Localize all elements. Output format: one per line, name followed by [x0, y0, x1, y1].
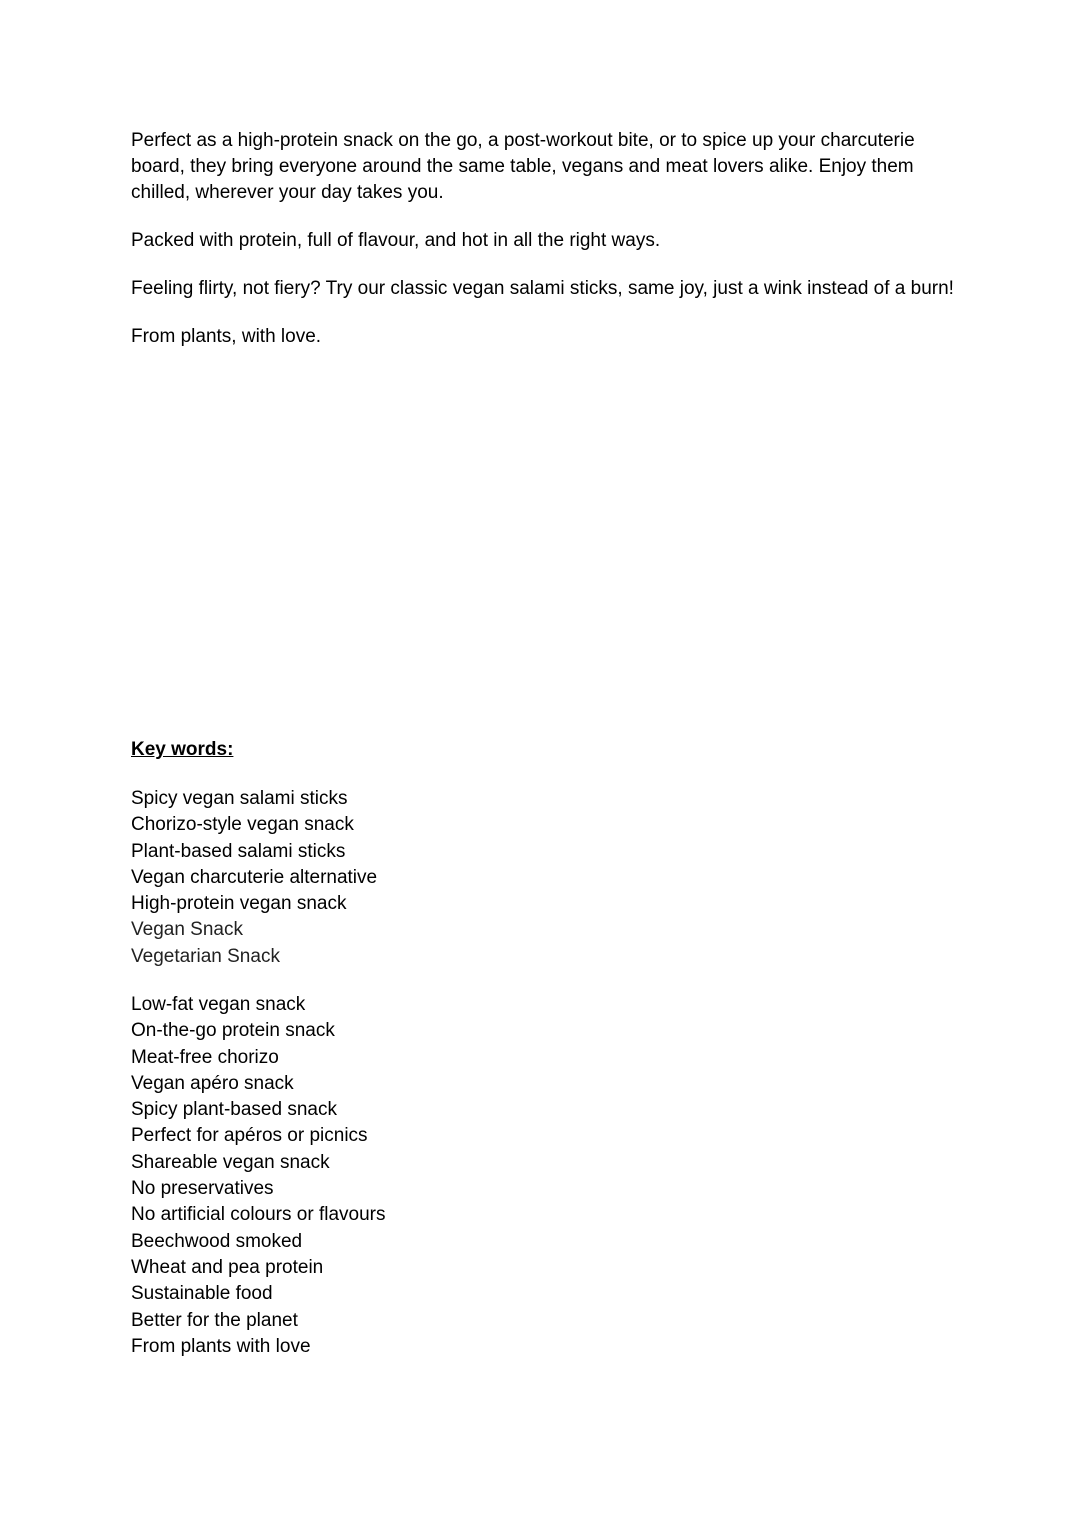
keyword-item: No preservatives: [131, 1178, 274, 1200]
keywords-group-1: [131, 786, 377, 970]
keyword-item: Perfect for apéros or picnics: [131, 1125, 368, 1147]
keyword-item: Beechwood smoked: [131, 1230, 303, 1252]
keyword-item: Vegetarian Snack: [131, 945, 280, 967]
keyword-item: Meat-free chorizo: [131, 1046, 279, 1068]
paragraph-signoff: From plants, with love.: [131, 326, 322, 347]
description-body: [131, 128, 961, 372]
paragraph-protein: Packed with protein, full of flavour, and hot in all the right ways.: [131, 230, 661, 251]
keyword-item: From plants with love: [131, 1335, 311, 1357]
keyword-item: Spicy vegan salami sticks: [131, 788, 348, 809]
keywords-group-2: [131, 992, 385, 1360]
keyword-item: Sustainable food: [131, 1283, 273, 1305]
paragraph-usage: Perfect as a high-protein snack on the go, a post-workout bite, or to spice up your charcuterie board, they bring everyone around the same table, vegans and meat lovers alike. Enjoy them chilled, wherever your day takes you.: [131, 130, 915, 203]
keyword-item: High-protein vegan snack: [131, 893, 347, 915]
keywords-heading-wrap: [131, 737, 961, 763]
keyword-item: Vegan charcuterie alternative: [131, 866, 378, 888]
keyword-item: Chorizo-style vegan snack: [131, 814, 354, 836]
keyword-item: Better for the planet: [131, 1309, 298, 1331]
keyword-item: Vegan Snack: [131, 919, 243, 941]
keyword-item: Vegan apéro snack: [131, 1072, 294, 1094]
keywords-heading: Key words:: [131, 739, 234, 760]
keyword-item: Shareable vegan snack: [131, 1151, 330, 1173]
keyword-item: Wheat and pea protein: [131, 1256, 324, 1278]
keyword-item: No artificial colours or flavours: [131, 1204, 386, 1226]
keyword-item: Plant-based salami sticks: [131, 840, 346, 862]
keyword-item: Low-fat vegan snack: [131, 994, 306, 1015]
paragraph-flirty: Feeling flirty, not fiery? Try our classic vegan salami sticks, same joy, just a wink instead of a burn!: [131, 278, 954, 299]
keyword-item: Spicy plant-based snack: [131, 1099, 337, 1121]
keyword-item: On-the-go protein snack: [131, 1020, 335, 1042]
